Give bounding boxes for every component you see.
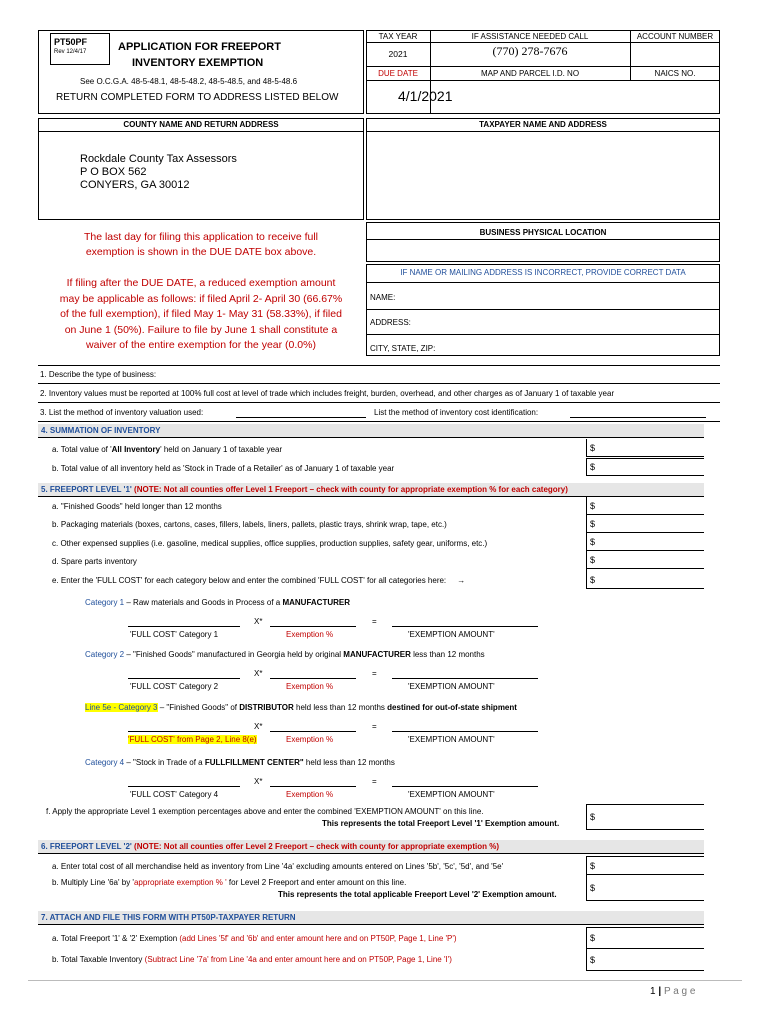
section-4-head: 4. SUMMATION OF INVENTORY	[38, 424, 704, 437]
line-5d-label: d. Spare parts inventory	[52, 557, 137, 566]
tax-year-label: TAX YEAR	[378, 32, 418, 41]
taxpayer-head: TAXPAYER NAME AND ADDRESS	[479, 120, 607, 129]
page-footer: 1 | P a g e	[650, 986, 696, 997]
category-2-eq: =	[372, 669, 377, 678]
category-3-exemption-pct[interactable]	[270, 731, 356, 732]
line-5c-label: c. Other expensed supplies (i.e. gasoline, medical supplies, office supplies, production supplies, safety gear, uniforms, etc.)	[52, 539, 488, 548]
tax-year-value[interactable]: 2021	[388, 49, 408, 59]
category-3-eq: =	[372, 722, 377, 731]
dollar-4a: $	[590, 443, 596, 453]
county-line2: P O BOX 562	[80, 166, 147, 178]
notice-para1: The last day for filing this application to receive full exemption is shown in the DUE DATE box above.	[83, 231, 319, 258]
category-3-x: X*	[254, 722, 263, 731]
category-2-text: Category 2 – "Finished Goods" manufactured in Georgia held by original MANUFACTURER less than 12 months	[85, 650, 485, 659]
line-7b-amount[interactable]	[586, 949, 704, 971]
form-rev: Rev 12/4/17	[54, 49, 87, 55]
county-head: COUNTY NAME AND RETURN ADDRESS	[123, 120, 279, 129]
section-7-head: 7. ATTACH AND FILE THIS FORM WITH PT50P-TAXPAYER RETURN	[38, 911, 704, 924]
category-1-full-cost[interactable]	[128, 626, 240, 627]
taxpayer-box[interactable]	[366, 118, 720, 220]
category-3-text: Line 5e - Category 3 – "Finished Goods" of DISTRIBUTOR held less than 12 months destined for out-of-state shipment	[85, 703, 517, 712]
line-5b-amount[interactable]	[586, 515, 704, 533]
county-line1: Rockdale County Tax Assessors	[80, 153, 237, 165]
line-4a-amount[interactable]	[586, 439, 704, 457]
section-6-head: 6. FREEPORT LEVEL '2' (NOTE: Not all counties offer Level 2 Freeport – check with county for appropriate exemption %)	[38, 840, 704, 853]
line-5b-label: b. Packaging materials (boxes, cartons, cases, fillers, labels, liners, pallets, plastic trays, shrink wrap, tape, etc.)	[52, 520, 447, 529]
assistance-phone: (770) 278-7676	[492, 44, 568, 58]
valuation-method-field[interactable]	[236, 417, 366, 418]
category-4-amt-caption: 'EXEMPTION AMOUNT'	[408, 790, 495, 799]
dollar-5e: $	[590, 575, 596, 585]
form-title-line2: INVENTORY EXEMPTION	[132, 57, 264, 69]
dollar-5d: $	[590, 555, 596, 565]
line-5a-amount[interactable]	[586, 497, 704, 515]
line-4a-label: a. Total value of 'All Inventory' held on January 1 of taxable year	[52, 445, 283, 454]
category-2-exemption-pct[interactable]	[270, 678, 356, 679]
address-field[interactable]	[412, 313, 715, 331]
line-5a-label: a. "Finished Goods" held longer than 12 months	[52, 502, 222, 511]
map-parcel-label: MAP AND PARCEL I.D. NO	[480, 69, 580, 78]
name-label: NAME:	[370, 293, 396, 302]
line-6b-total-note: This represents the total applicable Freeport Level '2' Exemption amount.	[278, 890, 557, 899]
category-1-eq: =	[372, 617, 377, 626]
dollar-5f: $	[590, 812, 596, 822]
correct-data-note: IF NAME OR MAILING ADDRESS IS INCORRECT, PROVIDE CORRECT DATA	[400, 268, 686, 277]
line-5d-amount[interactable]	[586, 551, 704, 569]
line-2-label: 2. Inventory values must be reported at 100% full cost at level of trade which includes freight, burden, overhead, and other charges as of January 1 of taxable year	[40, 389, 615, 398]
line-7a-label: a. Total Freeport '1' & '2' Exemption (add Lines '5f' and '6b' and enter amount here and on PT50P, Page 1, Line 'P')	[52, 934, 457, 943]
category-4-text: Category 4 – "Stock in Trade of a FULLFILLMENT CENTER" held less than 12 months	[85, 758, 395, 767]
line-5f-label: f. Apply the appropriate Level 1 exemption percentages above and enter the combined 'EXEMPTION AMOUNT' on this line.	[46, 807, 484, 816]
category-4-pct-caption: Exemption %	[286, 790, 334, 799]
naics-label: NAICS NO.	[654, 69, 696, 78]
address-label: ADDRESS:	[370, 318, 411, 327]
line-5e-label: e. Enter the 'FULL COST' for each category below and enter the combined 'FULL COST' for all categories here: →	[52, 576, 466, 585]
category-2-exemption-amount[interactable]	[392, 678, 538, 679]
business-type-field[interactable]	[180, 367, 715, 381]
line-6b-amount[interactable]	[586, 875, 704, 901]
category-1-text: Category 1 – Raw materials and Goods in Process of a MANUFACTURER	[85, 598, 351, 607]
category-4-full-cost[interactable]	[128, 786, 240, 787]
page-number: 1	[650, 986, 656, 997]
notice-para2: If filing after the DUE DATE, a reduced exemption amount may be applicable as follows: if filed April 2- April 30 (66.67% of the full exemption), if filed May 1- May 31 (58.33%), if filed on June 1 (50%). Failure to file by June 1 shall constitute a waiver of the entire exemption for the year (0.0%)	[59, 277, 343, 351]
line-7b-label: b. Total Taxable Inventory (Subtract Line '7a' from Line '4a and enter amount here and on PT50P, Page 1, Line 'I')	[52, 955, 452, 964]
category-4-exemption-amount[interactable]	[392, 786, 538, 787]
line-1-label: 1. Describe the type of business:	[40, 370, 157, 379]
assistance-label: IF ASSISTANCE NEEDED CALL	[471, 32, 589, 41]
dollar-5c: $	[590, 537, 596, 547]
dollar-4b: $	[590, 462, 596, 472]
page-word: P a g e	[663, 986, 696, 997]
category-3-fc-caption: 'FULL COST' from Page 2, Line 8(e)	[128, 735, 257, 744]
code-reference: See O.C.G.A. 48-5-48.1, 48-5-48.2, 48-5-48.5, and 48-5-48.6	[80, 77, 298, 86]
line-6b-label: b. Multiply Line '6a' by 'appropriate exemption % ' for Level 2 Freeport and enter amount on this line.	[52, 878, 407, 887]
dollar-5a: $	[590, 501, 596, 511]
county-line3: CONYERS, GA 30012	[80, 179, 190, 191]
category-2-x: X*	[254, 669, 263, 678]
due-date-label: DUE DATE	[378, 69, 418, 78]
category-1-pct-caption: Exemption %	[286, 630, 334, 639]
line-6a-label: a. Enter total cost of all merchandise held as inventory from Line '4a' excluding amounts entered on Lines '5b', '5c', '5d', and '5e'	[52, 862, 504, 871]
section-5-head: 5. FREEPORT LEVEL '1' (NOTE: Not all counties offer Level 1 Freeport – check with county for appropriate exemption % for each category)	[38, 483, 704, 496]
line-5f-total-note: This represents the total Freeport Level '1' Exemption amount.	[322, 819, 560, 828]
category-1-exemption-pct[interactable]	[270, 626, 356, 627]
due-date-value: 4/1/2021	[398, 88, 453, 104]
cost-identification-field[interactable]	[570, 417, 706, 418]
category-3-pct-caption: Exemption %	[286, 735, 334, 744]
line-3b-label: List the method of inventory cost identification:	[374, 408, 539, 417]
line-4b-label: b. Total value of all inventory held as 'Stock in Trade of a Retailer' as of January 1 of taxable year	[52, 464, 395, 473]
category-4-fc-caption: 'FULL COST' Category 4	[130, 790, 219, 799]
category-2-amt-caption: 'EXEMPTION AMOUNT'	[408, 682, 495, 691]
line-5c-amount[interactable]	[586, 533, 704, 551]
line-3a-label: 3. List the method of inventory valuation used:	[40, 408, 204, 417]
line-5f-amount[interactable]	[586, 804, 704, 830]
form-code: PT50PF	[54, 37, 88, 47]
dollar-7a: $	[590, 933, 596, 943]
line-6a-amount[interactable]	[586, 856, 704, 875]
account-number-label: ACCOUNT NUMBER	[636, 32, 714, 41]
category-1-x: X*	[254, 617, 263, 626]
dollar-6b: $	[590, 883, 596, 893]
return-instruction: RETURN COMPLETED FORM TO ADDRESS LISTED BELOW	[56, 92, 339, 103]
line-7a-amount[interactable]	[586, 927, 704, 949]
category-1-exemption-amount[interactable]	[392, 626, 538, 627]
category-3-full-cost[interactable]	[128, 731, 240, 732]
category-2-pct-caption: Exemption %	[286, 682, 334, 691]
dollar-6a: $	[590, 861, 596, 871]
category-3-exemption-amount[interactable]	[392, 731, 538, 732]
category-1-fc-caption: 'FULL COST' Category 1	[130, 630, 219, 639]
arrow-icon: →	[457, 576, 466, 585]
dollar-5b: $	[590, 519, 596, 529]
category-2-fc-caption: 'FULL COST' Category 2	[130, 682, 219, 691]
category-3-amt-caption: 'EXEMPTION AMOUNT'	[408, 735, 495, 744]
business-location-label: BUSINESS PHYSICAL LOCATION	[479, 228, 607, 237]
dollar-7b: $	[590, 955, 596, 965]
line-5e-amount[interactable]	[586, 569, 704, 589]
category-4-x: X*	[254, 777, 263, 786]
city-state-zip-label: CITY, STATE, ZIP:	[370, 344, 436, 353]
name-field[interactable]	[410, 288, 715, 306]
category-4-eq: =	[372, 777, 377, 786]
category-4-exemption-pct[interactable]	[270, 786, 356, 787]
city-state-zip-field[interactable]	[440, 338, 715, 354]
category-2-full-cost[interactable]	[128, 678, 240, 679]
category-1-amt-caption: 'EXEMPTION AMOUNT'	[408, 630, 495, 639]
line-4b-amount[interactable]	[586, 458, 704, 476]
form-title-line1: APPLICATION FOR FREEPORT	[118, 41, 281, 53]
